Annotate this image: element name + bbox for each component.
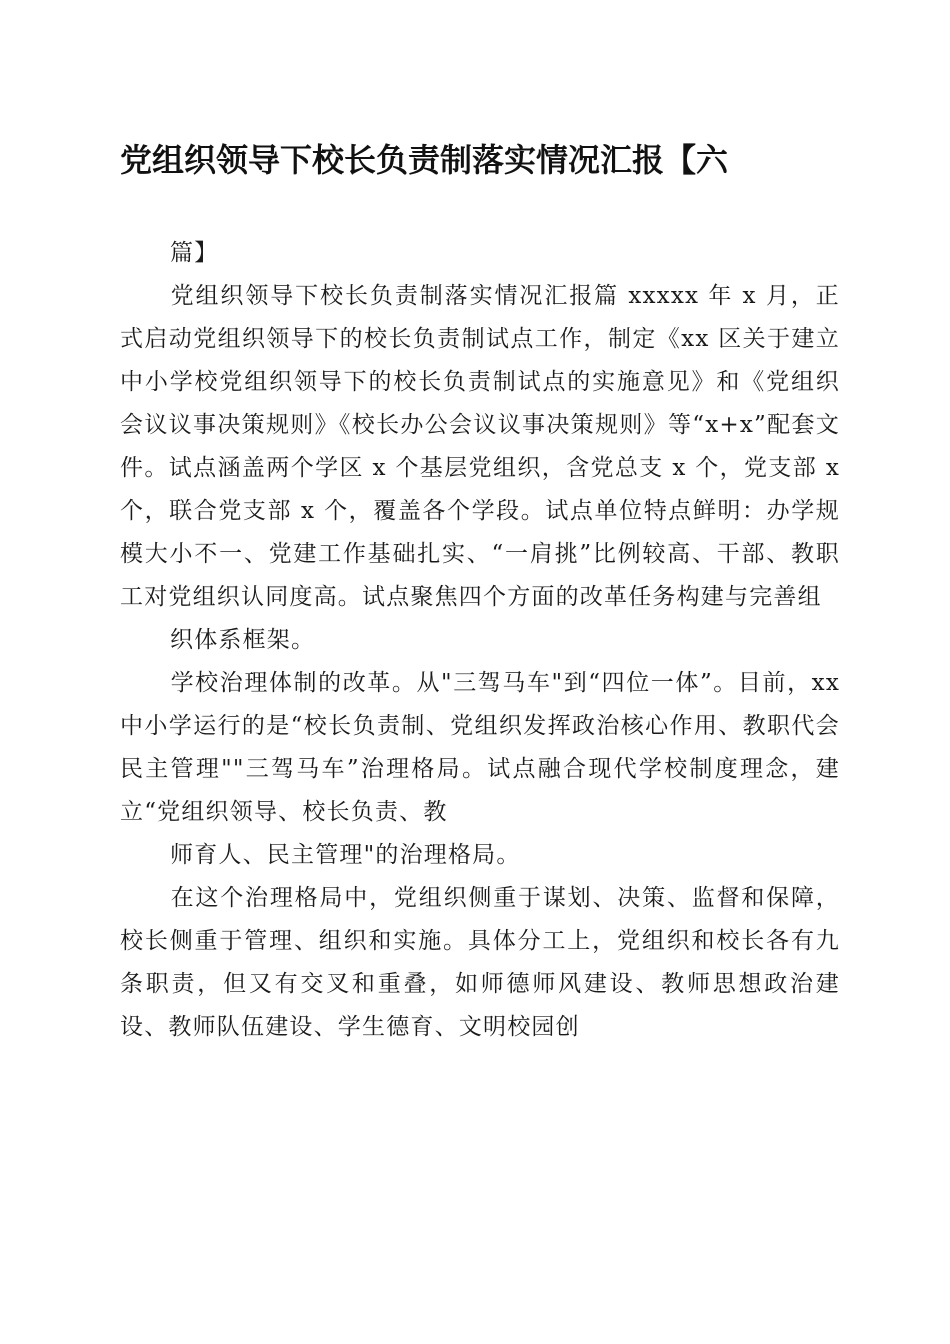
paragraph-intro-continuation: 织体系框架。 <box>170 627 316 653</box>
document-title: 党组织领导下校长负责制落实情况汇报【六 <box>120 141 729 179</box>
document-body <box>120 232 840 1049</box>
paragraph-division-of-duties: 在这个治理格局中，党组织侧重于谋划、决策、监督和保障，校长侧重于管理、组织和实施。具体分工上，党组织和校长各有九条职责，但又有交叉和重叠，如师德师风建设、教师思想政治建设、教师队伍建设、学生德育、文明校园创 <box>120 885 840 1040</box>
title-continuation: 篇】 <box>170 240 219 266</box>
paragraph-governance: 学校治理体制的改革。从"三驾马车"到“四位一体”。目前，xx 中小学运行的是“校长负责制、党组织发挥政治核心作用、教职代会民主管理""三驾马车”治理格局。试点融合现代学校制度理念，建立“党组织领导、校长负责、教 <box>120 670 840 825</box>
paragraph-intro: 党组织领导下校长负责制落实情况汇报篇 xxxxx 年 x 月，正式启动党组织领导下的校长负责制试点工作，制定《xx 区关于建立中小学校党组织领导下的校长负责制试点的实施意见》和《党组织会议议事决策规则》《校长办公会议议事决策规则》等“x+x”配套文件。试点涵盖两个学区 x 个基层党组织，含党总支 x 个，党支部 x 个，联合党支部 x 个，覆盖各个学段。试点单位特点鲜明：办学规模大小不一、党建工作基础扎实、“一肩挑”比例较高、干部、教职工对党组织认同度高。试点聚焦四个方面的改革任务构建与完善组 <box>120 283 840 610</box>
paragraph-governance-continuation: 师育人、民主管理"的治理格局。 <box>170 842 521 868</box>
